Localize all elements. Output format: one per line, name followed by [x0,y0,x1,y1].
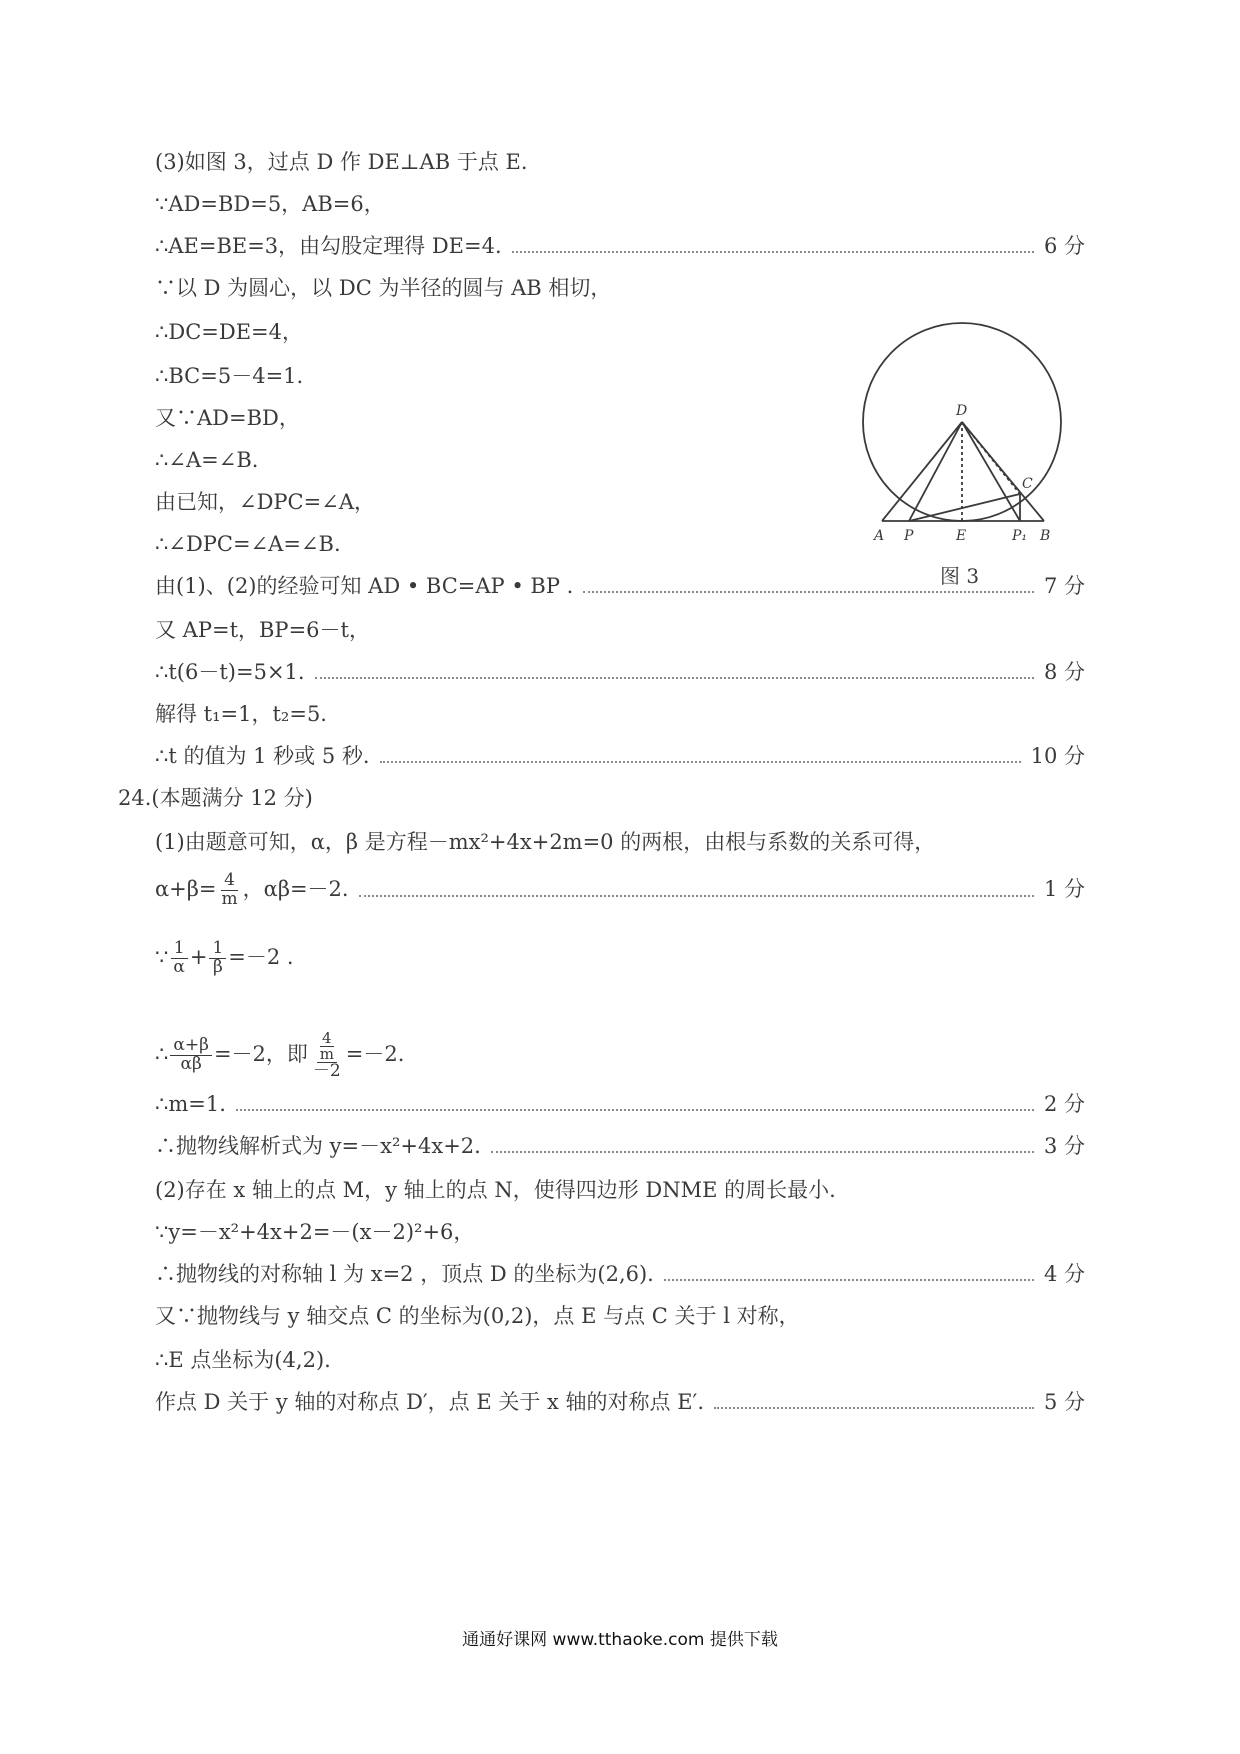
text-line: ∴∠DPC=∠A=∠B. [155,532,341,556]
score-points: 10 分 [1030,744,1085,768]
fraction: $\frac{1}{\alpha}$ [170,940,187,977]
label-P1: P₁ [1012,528,1028,544]
dot-leader [664,1267,1034,1281]
question-heading: 24.(本题满分 12 分) [118,786,313,810]
text-line: 由已知，∠DPC=∠A， [155,490,375,514]
text-line: (1)由题意可知，α，β 是方程－mx²+4x+2m=0 的两根，由根与系数的关系可得， [155,830,936,854]
segment-DP [909,422,962,521]
dot-leader [359,883,1034,897]
text-line: 又∵抛物线与 y 轴交点 C 的坐标为(0,2)，点 E 与点 C 关于 l 对称， [155,1304,800,1328]
score-points: 5 分 [1043,1390,1085,1414]
text-line: ∴∠A=∠B. [155,448,259,472]
score-points: 8 分 [1043,660,1085,684]
fraction: $\frac{\alpha+\beta}{\alpha\beta}$ [170,1037,212,1074]
label-P: P [904,528,914,544]
scored-line: ∴m=1. 2 分 [155,1092,1085,1116]
dot-leader [491,1139,1034,1153]
segment-AD [882,422,962,521]
text-line: (2)存在 x 轴上的点 M，y 轴上的点 N，使得四边形 DNME 的周长最小. [155,1178,836,1202]
score-points: 7 分 [1043,574,1085,598]
text-line: (3)如图 3，过点 D 作 DE⊥AB 于点 E. [155,150,528,174]
text-line: ∵y=－x²+4x+2=－(x－2)²+6， [155,1220,475,1244]
dot-leader [315,665,1034,679]
fraction: $\frac{4}{m}$ [221,870,238,909]
fraction: $\frac{1}{\beta}$ [209,940,226,977]
text-line: 解得 t₁=1，t₂=5. [155,702,327,726]
score-points: 3 分 [1043,1134,1085,1158]
scored-line: ∴抛物线解析式为 y=－x²+4x+2. 3 分 [155,1134,1085,1158]
dot-leader [236,1097,1034,1111]
text-line: ∴BC=5－4=1. [155,364,304,388]
scored-line: ∴t(6－t)=5×1. 8 分 [155,660,1085,684]
scored-line: 作点 D 关于 y 轴的对称点 D′，点 E 关于 x 轴的对称点 E′. 5 分 [155,1390,1085,1414]
text-line: ∴E 点坐标为(4,2). [155,1348,331,1372]
dot-leader [512,239,1034,253]
text-line: ∵以 D 为圆心，以 DC 为半径的圆与 AB 相切， [155,276,612,300]
label-D: D [956,403,968,419]
segment-PC [909,494,1020,521]
text-line: ∵ $\frac{1}{\alpha}$ + $\frac{1}{\beta}$ =－2 . [155,938,294,977]
text-line: ∵AD=BD=5，AB=6， [155,192,385,216]
score-points: 6 分 [1043,234,1085,258]
scored-line: ∴t 的值为 1 秒或 5 秒. 10 分 [155,744,1085,768]
scored-line: ∴抛物线的对称轴 l 为 x=2 ，顶点 D 的坐标为(2,6). 4 分 [155,1262,1085,1286]
dot-leader [380,749,1021,763]
score-points: 4 分 [1043,1262,1085,1286]
label-B: B [1040,528,1051,544]
label-E: E [956,528,967,544]
text-line: ∴ $\frac{\alpha+\beta}{\alpha\beta}$ =－2，即 $\frac{\frac{4}{m}}{-2}$ =－2. [155,1029,405,1081]
scored-line: ∴AE=BE=3，由勾股定理得 DE=4. 6 分 [155,234,1085,258]
score-points: 1 分 [1043,876,1085,901]
nested-fraction: $\frac{\frac{4}{m}}{-2}$ [312,1029,341,1081]
scored-line: 由(1)、(2)的经验可知 AD • BC=AP • BP . 7 分 [155,574,1085,598]
text-line: 又∵AD=BD， [155,406,300,430]
text-line: 又 AP=t，BP=6－t， [155,618,370,642]
dot-leader [714,1395,1034,1409]
scored-line: α+β= $\frac{4}{m}$ ，αβ=－2. 1 分 [155,870,1085,909]
figure-caption: 图 3 [940,564,980,588]
label-A: A [874,528,885,544]
text-line: ∴DC=DE=4， [155,320,303,344]
label-C: C [1022,476,1033,492]
geometry-figure [852,322,1072,552]
footer-note: 通通好课网 www.tthaoke.com 提供下载 [462,1630,778,1650]
score-points: 2 分 [1043,1092,1085,1116]
